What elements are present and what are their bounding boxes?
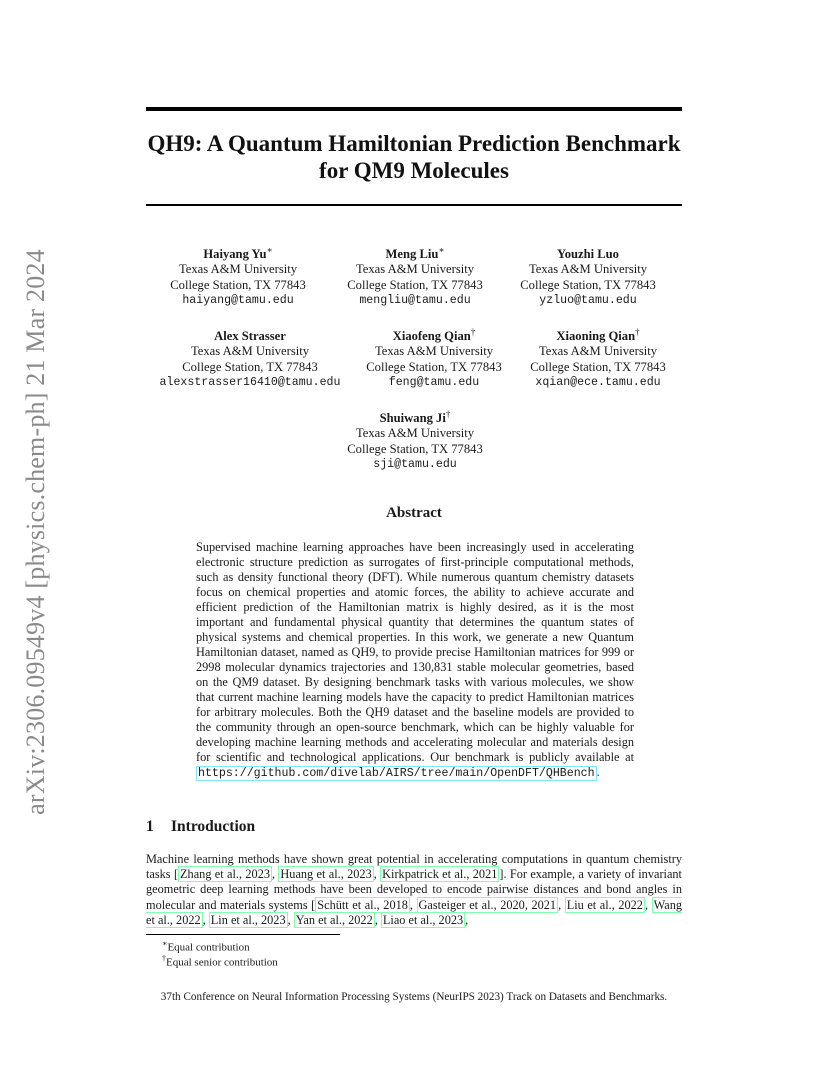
author-affiliation: Texas A&M University [190, 344, 310, 359]
author-email[interactable]: sji@tamu.edu [373, 457, 457, 471]
citation-link[interactable]: Kirkpatrick et al., 2021 [382, 867, 498, 882]
author-address: College Station, TX 77843 [347, 277, 483, 292]
title-top-rule [146, 107, 682, 111]
author-block [498, 325, 698, 390]
arxiv-identifier-text: arXiv:2306.09549v4 [physics.chem-ph] 21 Mar 2024 [21, 249, 50, 815]
footnote-equal-senior-contribution: †Equal senior contribution [162, 954, 278, 969]
author-email[interactable]: xqian@ece.tamu.edu [535, 375, 661, 389]
author-address: College Station, TX 77843 [170, 277, 306, 292]
author-address: College Station, TX 77843 [366, 359, 502, 374]
venue-footer: 37th Conference on Neural Information Processing Systems (NeurIPS 2023) Track on Datasets and Benchmarks. [160, 991, 668, 1003]
citation-link[interactable]: Huang et al., 2023 [280, 867, 372, 882]
citation-link[interactable]: Gasteiger et al., 2020, 2021 [418, 897, 557, 912]
author-name: Shuiwang Ji† [379, 409, 451, 426]
citation-link[interactable]: Schütt et al., 2018 [317, 897, 408, 912]
author-block [315, 407, 515, 472]
author-affiliation: Texas A&M University [374, 344, 494, 359]
footnote-equal-contribution: ∗Equal contribution [162, 939, 250, 954]
author-email[interactable]: mengliu@tamu.edu [359, 293, 471, 307]
author-affiliation: Texas A&M University [178, 262, 298, 277]
title-line-1: QH9: A Quantum Hamiltonian Prediction Benchmark [147, 131, 681, 156]
citation-link[interactable]: Zhang et al., 2023 [180, 867, 270, 882]
author-name: Alex Strasser [214, 329, 286, 344]
author-block [138, 243, 338, 308]
author-affiliation: Texas A&M University [538, 344, 658, 359]
author-email[interactable]: alexstrasser16410@tamu.edu [159, 375, 341, 389]
author-name: Xiaofeng Qian† [392, 327, 476, 344]
author-name: Youzhi Luo [557, 247, 619, 262]
abstract-heading: Abstract [386, 505, 442, 521]
author-email[interactable]: yzluo@tamu.edu [539, 293, 637, 307]
footnote-rule [146, 934, 340, 935]
citation-link[interactable]: Lin et al., 2023 [210, 912, 286, 927]
author-affiliation: Texas A&M University [355, 426, 475, 441]
section-heading [146, 818, 682, 836]
author-name: Haiyang Yu∗ [203, 245, 273, 262]
section-title: Introduction [171, 818, 256, 835]
author-email[interactable]: feng@tamu.edu [388, 375, 480, 389]
author-affiliation: Texas A&M University [528, 262, 648, 277]
section-number: 1 [146, 818, 154, 835]
author-block [150, 325, 350, 390]
author-address: College Station, TX 77843 [182, 359, 318, 374]
author-affiliation: Texas A&M University [355, 262, 475, 277]
author-address: College Station, TX 77843 [347, 441, 483, 456]
abstract-text: Supervised machine learning approaches have been increasingly used in accelerating electronic structure prediction as surrogates of first-principle computational methods, such as density functional theory (DFT). While numerous quantum chemistry datasets focus on chemical properties and atomic forces, the ability to achieve accurate and efficient prediction of the Hamiltonian matrix is highly desired, as it is the most important and fundamental physical quantity that determines the quantum states of physical systems and chemical properties. In this work, we generate a new Quantum Hamiltonian dataset, named as QH9, to provide precise Hamiltonian matrices for 999 or 2998 molecular dynamics trajectories and 130,831 stable molecular geometries, based on the QM9 dataset. By designing benchmark tasks with various molecules, we show that current machine learning models have the capacity to predict Hamiltonian matrices for arbitrary molecules. Both the QH9 dataset and the baseline models are provided to the community through an open-source benchmark, which can be highly valuable for developing machine learning methods and accelerating molecular and materials design for scientific and technological applications. Our benchmark is publicly available at [196, 540, 634, 764]
author-name: Xiaoning Qian† [556, 327, 640, 344]
author-name: Meng Liu∗ [385, 245, 445, 262]
author-address: College Station, TX 77843 [520, 277, 656, 292]
citation-link[interactable]: Liao et al., 2023 [382, 912, 464, 927]
citation-link[interactable]: Yan et al., 2022 [295, 912, 373, 927]
abstract-body [196, 540, 634, 781]
introduction-paragraph: Machine learning methods have shown great potential in accelerating computations in quantum chemistry tasks [ Zhang et al., 2023 , Huang et al., 2023 , Kirkpatrick et al., 2021 ]. For example, a variety of invariant geometric deep learning methods have been developed to encode pairwise distances and bond angles in molecular and materials systems [ Schütt et al., 2018 , Gasteiger et al., 2020, 2021 , Liu et al., 2022 , Wang et al., 2022 , Lin et al., 2023 , Yan et al., 2022 , Liao et al., 2023 , [146, 852, 682, 927]
citation-link[interactable]: Wang et al., 2022 [146, 897, 682, 927]
benchmark-url-link[interactable]: https://github.com/divelab/AIRS/tree/main/OpenDFT/QHBench [198, 767, 595, 780]
author-block [488, 243, 688, 308]
citation-link[interactable]: Liu et al., 2022 [566, 897, 643, 912]
paper-title [146, 130, 682, 184]
title-bottom-rule [146, 204, 682, 206]
author-email[interactable]: haiyang@tamu.edu [182, 293, 294, 307]
title-line-2: for QM9 Molecules [319, 158, 509, 183]
abstract-end: . [596, 765, 600, 779]
author-address: College Station, TX 77843 [530, 359, 666, 374]
arxiv-identifier-stamp [20, 232, 52, 832]
author-block [315, 243, 515, 308]
